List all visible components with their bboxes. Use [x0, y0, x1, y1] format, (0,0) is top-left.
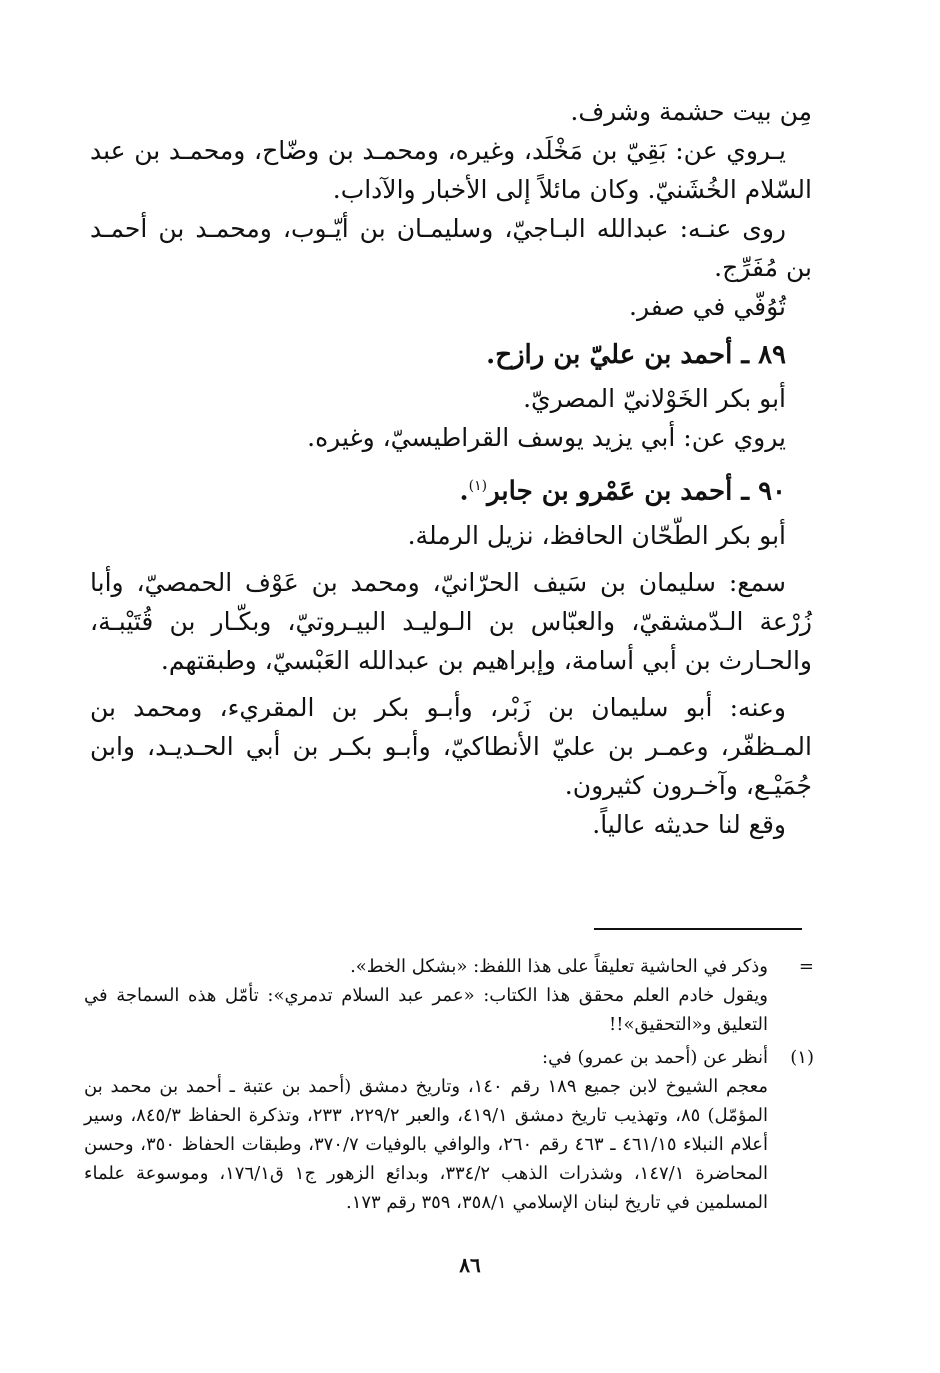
entry-narrates: يروي عن: أبي يزيد يوسف القراطيسيّ، وغيره. [307, 423, 786, 452]
entry-heading-89: ٨٩ ـ أحمد بن عليّ بن رازح. [486, 340, 786, 370]
footnote-divider [594, 928, 802, 930]
footnote-line: ويقول خادم العلم محقق هذا الكتاب: «عمر عبد السلام تدمري»: تأمّل هذه السماجة في التعليق و«التحقيق»!! [84, 985, 768, 1035]
footnote-body [84, 952, 768, 1039]
footnote-line: معجم الشيوخ لابن جميع ١٨٩ رقم ١٤٠، وتاريخ دمشق (أحمد بن عتبة ـ أحمد بن محمد بن المؤمّل) ٨٥، وتهذيب تاريخ دمشق ٤١٩/١، والعبر ٢٢٩/٢، ٢٣٣، وتذكرة الحفاظ ٨٤٥/٣، وسير أعلام النبلاء ٤٦١/١٥ ـ ٤٦٣ رقم ٢٦٠، والوافي بالوفيات ٣٧٠/٧، وطبقات الحفاظ ٣٥٠، وحسن المحاضرة ١٤٧/١، وشذرات الذهب ٣٣٤/٢، وبدائع الزهور ج١ ق١٧٦/١، وموسوعة علماء المسلمين في تاريخ لبنان الإسلامي ٣٥٨/١، ٣٥٩ رقم ١٧٣. [84, 1076, 769, 1213]
entry-kunya: أبو بكر الخَوْلانيّ المصريّ. [523, 384, 786, 413]
main-text [90, 92, 812, 844]
footnote-line: وذكر في الحاشية تعليقاً على هذا اللفظ: «بشكل الخط». [350, 956, 768, 977]
footnote-reference: (١) [468, 478, 488, 494]
entry-closing: وقع لنا حديثه عالياً. [592, 809, 786, 839]
footnote-mark: (١) [790, 1047, 814, 1068]
entry-heard-from: سمع: سليمان بن سَيف الحرّانيّ، ومحمد بن عَوْف الحمصيّ، وأبا زُرْعة الـدّمشقيّ، والعبّاس بن الـوليـد البيـروتيّ، وبكّـار بن قُتَيْبـة، والحـارث بن أبي أسامة، وإبراهيم بن عبدالله العَبْسيّ، وطبقتهم. [90, 567, 812, 675]
page-number: ٨٦ [459, 1253, 481, 1277]
text-paragraph: يـروي عن: بَقِيّ بن مَخْلَد، وغيره، ومحمـد بن وضّاح، ومحمـد بن عبد السّلام الخُشَنيّ. وكان مائلاً إلى الأخبار والآداب. [90, 136, 812, 204]
heading-period: . [459, 476, 469, 507]
text-line: تُوُفّي في صفر. [629, 292, 786, 321]
entry-heading-text: ٩٠ ـ أحمد بن عَمْرو بن جابر [487, 476, 786, 507]
text-paragraph: روى عنـه: عبدالله البـاجيّ، وسليمـان بن أيّـوب، ومحمـد بن أحمـد بن مُفَرِّج. [90, 214, 812, 282]
footnote-line: أنظر عن (أحمد بن عمرو) في: [542, 1047, 768, 1068]
entry-narrated-by: وعنه: أبو سليمان بن زَبْر، وأبـو بكر بن المقريء، ومحمد بن المـظفّر، وعمـر بن عليّ الأنطاكيّ، وأبـو بكـر بن أبي الحـديـد، وابن جُمَيْـع، وآخـرون كثيرون. [90, 692, 812, 800]
footnotes [84, 952, 814, 1221]
footnote-1 [84, 1043, 814, 1217]
entry-kunya: أبو بكر الطّحّان الحافظ، نزيل الرملة. [407, 520, 786, 550]
footnote-mark: = [798, 956, 814, 977]
footnote-body [84, 1043, 768, 1217]
entry-heading-90 [90, 467, 812, 512]
footnote-continuation [84, 952, 814, 1039]
text-line: مِن بيت حشمة وشرف. [570, 97, 812, 126]
